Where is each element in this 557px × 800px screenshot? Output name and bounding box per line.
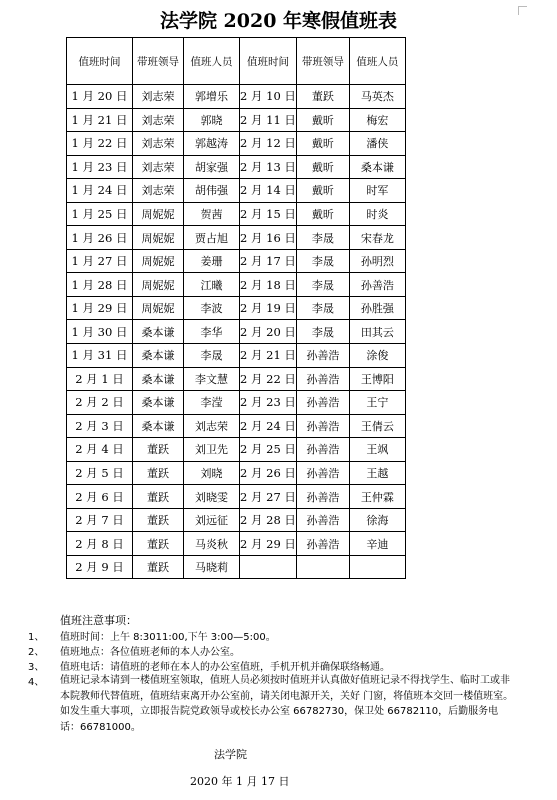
table-row xyxy=(67,508,406,532)
table-row xyxy=(67,226,406,250)
staff-name-cell: 李华 xyxy=(184,320,240,344)
leader-name-cell: 董跃 xyxy=(296,85,349,109)
table-row xyxy=(67,555,406,579)
staff-name-cell: 王越 xyxy=(349,461,405,485)
leader-name-cell: 刘志荣 xyxy=(133,85,184,109)
leader-name-cell: 李晟 xyxy=(296,249,349,273)
table-row xyxy=(67,155,406,179)
leader-name-cell: 桑本谦 xyxy=(133,344,184,368)
table-row xyxy=(67,249,406,273)
table-row xyxy=(67,320,406,344)
duty-date-cell: 1 月 20 日 xyxy=(67,85,133,109)
staff-name-cell: 郭越涛 xyxy=(184,132,240,156)
staff-name-cell xyxy=(349,555,405,579)
leader-name-cell: 戴昕 xyxy=(296,179,349,203)
leader-name-cell: 刘志荣 xyxy=(133,155,184,179)
leader-name-cell: 桑本谦 xyxy=(133,320,184,344)
duty-date-cell: 2 月 28 日 xyxy=(240,508,297,532)
leader-name-cell: 董跃 xyxy=(133,438,184,462)
duty-date-cell: 2 月 10 日 xyxy=(240,85,297,109)
leader-name-cell: 孙善浩 xyxy=(296,414,349,438)
staff-name-cell: 涂俊 xyxy=(349,344,405,368)
leader-name-cell: 戴昕 xyxy=(296,132,349,156)
table-row xyxy=(67,367,406,391)
note-text: 值班记录本请到一楼值班室领取，值班人员必须按时值班并认真做好值班记录不得找学生、临时工或非本院教师代替值班，值班结束离开办公室前，请关闭电源开关，关好 门窗，将值班本交回一楼值班室。如发生重大事项，立即报告院党政领导或校长办公室 66782730，保卫处 66782110，后勤服务电话：66781000。 xyxy=(60,675,514,733)
table-row xyxy=(67,344,406,368)
leader-name-cell: 刘志荣 xyxy=(133,132,184,156)
duty-date-cell: 2 月 16 日 xyxy=(240,226,297,250)
leader-name-cell: 董跃 xyxy=(133,508,184,532)
leader-name-cell: 董跃 xyxy=(133,532,184,556)
duty-date-cell: 1 月 25 日 xyxy=(67,202,133,226)
duty-date-cell: 2 月 14 日 xyxy=(240,179,297,203)
table-row xyxy=(67,273,406,297)
duty-date-cell: 2 月 20 日 xyxy=(240,320,297,344)
header-leader: 带班领导 xyxy=(133,38,184,85)
duty-date-cell: 2 月 11 日 xyxy=(240,108,297,132)
duty-date-cell xyxy=(240,555,297,579)
note-number: 2、 xyxy=(28,647,45,658)
duty-date-cell: 2 月 15 日 xyxy=(240,202,297,226)
staff-name-cell: 辛迪 xyxy=(349,532,405,556)
duty-date-cell: 2 月 8 日 xyxy=(67,532,133,556)
staff-name-cell: 胡家强 xyxy=(184,155,240,179)
note-number: 3、 xyxy=(28,662,45,673)
table-row xyxy=(67,438,406,462)
duty-date-cell: 2 月 4 日 xyxy=(67,438,133,462)
duty-date-cell: 1 月 21 日 xyxy=(67,108,133,132)
duty-date-cell: 2 月 3 日 xyxy=(67,414,133,438)
duty-date-cell: 2 月 18 日 xyxy=(240,273,297,297)
staff-name-cell: 李晟 xyxy=(184,344,240,368)
note-text: 值班地点：各位值班老师的本人办公室。 xyxy=(60,647,240,658)
header-leader-2: 带班领导 xyxy=(296,38,349,85)
staff-name-cell: 徐海 xyxy=(349,508,405,532)
leader-name-cell: 孙善浩 xyxy=(296,532,349,556)
staff-name-cell: 刘晓雯 xyxy=(184,485,240,509)
staff-name-cell: 田其云 xyxy=(349,320,405,344)
leader-name-cell: 刘志荣 xyxy=(133,179,184,203)
staff-name-cell: 李文慧 xyxy=(184,367,240,391)
table-row xyxy=(67,85,406,109)
staff-name-cell: 王倩云 xyxy=(349,414,405,438)
staff-name-cell: 孙胜强 xyxy=(349,296,405,320)
signature-department: 法学院 xyxy=(214,748,247,761)
signature-date: 2020 年 1 月 17 日 xyxy=(190,775,290,788)
leader-name-cell: 戴昕 xyxy=(296,155,349,179)
duty-date-cell: 1 月 24 日 xyxy=(67,179,133,203)
staff-name-cell: 姜珊 xyxy=(184,249,240,273)
staff-name-cell: 郭晓 xyxy=(184,108,240,132)
note-number: 4、 xyxy=(28,677,45,688)
staff-name-cell: 刘志荣 xyxy=(184,414,240,438)
leader-name-cell: 董跃 xyxy=(133,461,184,485)
note-text: 值班电话：请值班的老师在本人的办公室值班，手机开机并确保联络畅通。 xyxy=(60,662,390,673)
leader-name-cell: 周妮妮 xyxy=(133,249,184,273)
staff-name-cell: 马炎秋 xyxy=(184,532,240,556)
leader-name-cell: 周妮妮 xyxy=(133,296,184,320)
leader-name-cell: 戴昕 xyxy=(296,202,349,226)
leader-name-cell: 孙善浩 xyxy=(296,438,349,462)
table-body xyxy=(67,85,406,579)
duty-date-cell: 2 月 12 日 xyxy=(240,132,297,156)
table-row xyxy=(67,108,406,132)
staff-name-cell: 王仲霖 xyxy=(349,485,405,509)
table-row xyxy=(67,202,406,226)
duty-date-cell: 2 月 2 日 xyxy=(67,391,133,415)
leader-name-cell: 李晟 xyxy=(296,273,349,297)
duty-schedule-table xyxy=(66,37,406,579)
leader-name-cell: 桑本谦 xyxy=(133,391,184,415)
leader-name-cell: 孙善浩 xyxy=(296,344,349,368)
leader-name-cell: 刘志荣 xyxy=(133,108,184,132)
duty-date-cell: 1 月 26 日 xyxy=(67,226,133,250)
table-row xyxy=(67,414,406,438)
duty-date-cell: 2 月 27 日 xyxy=(240,485,297,509)
staff-name-cell: 马晓莉 xyxy=(184,555,240,579)
note-number: 1、 xyxy=(28,632,45,643)
duty-date-cell: 1 月 23 日 xyxy=(67,155,133,179)
table-row xyxy=(67,296,406,320)
header-staff-2: 值班人员 xyxy=(349,38,405,85)
duty-date-cell: 1 月 31 日 xyxy=(67,344,133,368)
leader-name-cell: 孙善浩 xyxy=(296,485,349,509)
staff-name-cell: 桑本谦 xyxy=(349,155,405,179)
duty-date-cell: 2 月 1 日 xyxy=(67,367,133,391)
duty-date-cell: 1 月 28 日 xyxy=(67,273,133,297)
leader-name-cell xyxy=(296,555,349,579)
leader-name-cell: 周妮妮 xyxy=(133,226,184,250)
header-staff: 值班人员 xyxy=(184,38,240,85)
staff-name-cell: 时军 xyxy=(349,179,405,203)
duty-date-cell: 1 月 29 日 xyxy=(67,296,133,320)
leader-name-cell: 孙善浩 xyxy=(296,391,349,415)
leader-name-cell: 孙善浩 xyxy=(296,461,349,485)
staff-name-cell: 王博阳 xyxy=(349,367,405,391)
duty-date-cell: 2 月 29 日 xyxy=(240,532,297,556)
table-header-row xyxy=(67,38,406,85)
leader-name-cell: 周妮妮 xyxy=(133,202,184,226)
staff-name-cell: 贾占旭 xyxy=(184,226,240,250)
duty-date-cell: 2 月 23 日 xyxy=(240,391,297,415)
duty-date-cell: 2 月 13 日 xyxy=(240,155,297,179)
duty-date-cell: 2 月 26 日 xyxy=(240,461,297,485)
staff-name-cell: 王宁 xyxy=(349,391,405,415)
duty-date-cell: 1 月 22 日 xyxy=(67,132,133,156)
table-row xyxy=(67,532,406,556)
leader-name-cell: 桑本谦 xyxy=(133,367,184,391)
leader-name-cell: 李晟 xyxy=(296,226,349,250)
header-duty-time: 值班时间 xyxy=(67,38,133,85)
duty-date-cell: 2 月 25 日 xyxy=(240,438,297,462)
leader-name-cell: 孙善浩 xyxy=(296,508,349,532)
staff-name-cell: 刘远征 xyxy=(184,508,240,532)
duty-date-cell: 2 月 9 日 xyxy=(67,555,133,579)
duty-date-cell: 2 月 7 日 xyxy=(67,508,133,532)
staff-name-cell: 李滢 xyxy=(184,391,240,415)
staff-name-cell: 梅宏 xyxy=(349,108,405,132)
leader-name-cell: 董跃 xyxy=(133,555,184,579)
leader-name-cell: 孙善浩 xyxy=(296,367,349,391)
page-title: 法学院 2020 年寒假值班表 xyxy=(159,10,398,32)
staff-name-cell: 王飒 xyxy=(349,438,405,462)
staff-name-cell: 孙善浩 xyxy=(349,273,405,297)
duty-date-cell: 2 月 19 日 xyxy=(240,296,297,320)
staff-name-cell: 刘晓 xyxy=(184,461,240,485)
table-row xyxy=(67,391,406,415)
duty-date-cell: 2 月 24 日 xyxy=(240,414,297,438)
leader-name-cell: 戴昕 xyxy=(296,108,349,132)
staff-name-cell: 潘侠 xyxy=(349,132,405,156)
notes-title: 值班注意事项： xyxy=(60,614,137,627)
staff-name-cell: 刘卫先 xyxy=(184,438,240,462)
table-row xyxy=(67,179,406,203)
duty-date-cell: 2 月 21 日 xyxy=(240,344,297,368)
staff-name-cell: 李波 xyxy=(184,296,240,320)
duty-date-cell: 1 月 30 日 xyxy=(67,320,133,344)
leader-name-cell: 董跃 xyxy=(133,485,184,509)
staff-name-cell: 胡伟强 xyxy=(184,179,240,203)
staff-name-cell: 宋春龙 xyxy=(349,226,405,250)
staff-name-cell: 时炎 xyxy=(349,202,405,226)
staff-name-cell: 郭增乐 xyxy=(184,85,240,109)
staff-name-cell: 江曦 xyxy=(184,273,240,297)
leader-name-cell: 周妮妮 xyxy=(133,273,184,297)
table-row xyxy=(67,485,406,509)
duty-date-cell: 2 月 17 日 xyxy=(240,249,297,273)
staff-name-cell: 孙明烈 xyxy=(349,249,405,273)
duty-date-cell: 2 月 5 日 xyxy=(67,461,133,485)
note-text: 值班时间：上午 8:3011:00,下午 3:00—5:00。 xyxy=(60,632,276,643)
table-row xyxy=(67,461,406,485)
header-duty-time-2: 值班时间 xyxy=(240,38,297,85)
staff-name-cell: 马英杰 xyxy=(349,85,405,109)
staff-name-cell: 贺茜 xyxy=(184,202,240,226)
duty-date-cell: 2 月 22 日 xyxy=(240,367,297,391)
leader-name-cell: 桑本谦 xyxy=(133,414,184,438)
leader-name-cell: 李晟 xyxy=(296,296,349,320)
duty-date-cell: 1 月 27 日 xyxy=(67,249,133,273)
table-row xyxy=(67,132,406,156)
duty-date-cell: 2 月 6 日 xyxy=(67,485,133,509)
leader-name-cell: 李晟 xyxy=(296,320,349,344)
